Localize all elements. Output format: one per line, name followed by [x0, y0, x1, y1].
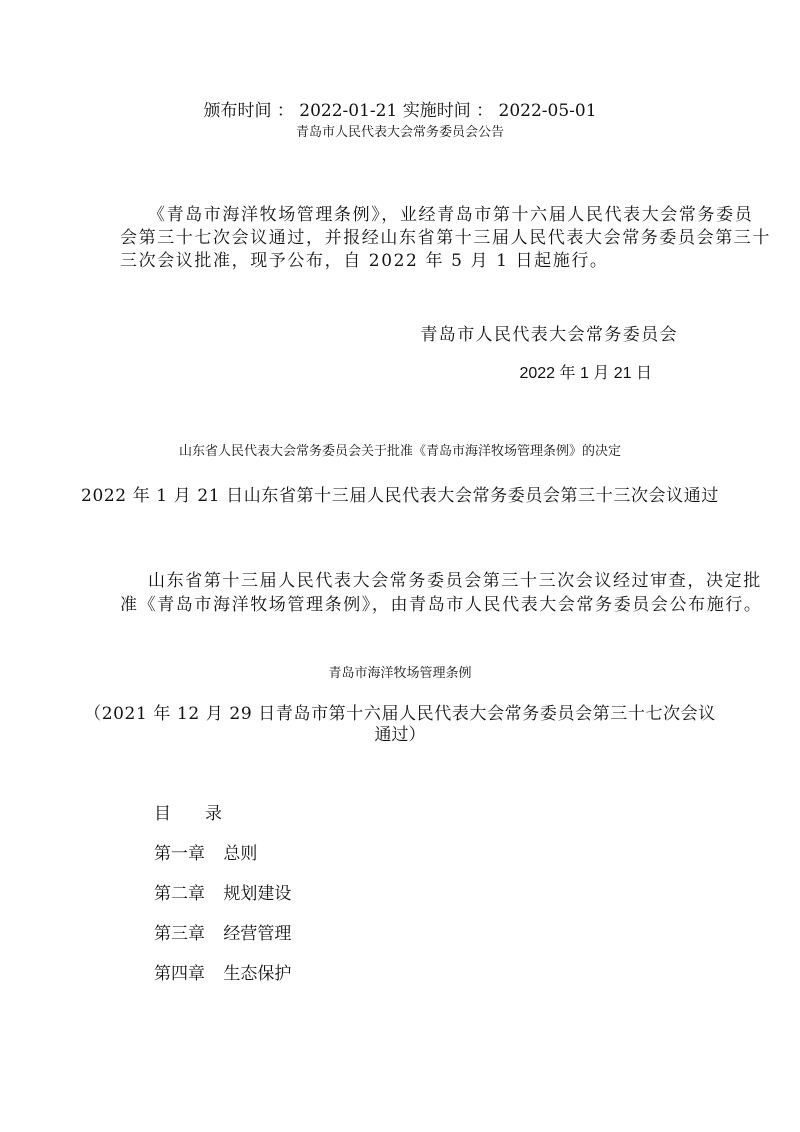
- regulation-adoption-note-cont: 通过）: [374, 725, 426, 745]
- toc-chapter-name: 经营管理: [223, 924, 292, 944]
- toc-item[interactable]: [154, 839, 257, 864]
- toc-chapter-name: 规划建设: [223, 884, 292, 904]
- toc-item[interactable]: [154, 879, 291, 904]
- announcement-line: 《青岛市海洋牧场管理条例》，业经青岛市第十六届人民代表大会常务委员: [148, 205, 754, 225]
- toc-chapter-number: 第四章: [154, 964, 205, 984]
- regulation-adoption-note: （2021 年 12 月 29 日青岛市第十六届人民代表大会常务委员会第三十七次会议: [84, 704, 716, 724]
- announcement-line: 会第三十七次会议通过，并报经山东省第十三届人民代表大会常务委员会第三十: [120, 228, 771, 248]
- toc-chapter-number: 第二章: [154, 884, 205, 904]
- toc-chapter-name: 总则: [223, 844, 258, 864]
- publish-dates: 颁布时间 ： 2022-01-21 实施时间 ： 2022-05-01: [203, 101, 597, 121]
- announcement-heading: 青岛市人民代表大会常务委员会公告: [295, 125, 504, 140]
- decision-line: 准《青岛市海洋牧场管理条例》，由青岛市人民代表大会常务委员会公布施行。: [120, 595, 763, 615]
- regulation-title: 青岛市海洋牧场管理条例: [328, 666, 472, 681]
- signature-date: 2022 年 1 月 21 日: [519, 365, 652, 382]
- toc-chapter-number: 第三章: [154, 924, 205, 944]
- decision-title: 山东省人民代表大会常务委员会关于批准《青岛市海洋牧场管理条例》的决定: [178, 444, 621, 459]
- decision-line: 山东省第十三届人民代表大会常务委员会第三十三次会议经过审查，决定批: [148, 571, 762, 591]
- toc-item[interactable]: [154, 959, 291, 984]
- announcement-line: 三次会议批准，现予公布，自 2022 年 5 月 1 日起施行。: [120, 251, 609, 271]
- toc-chapter-number: 第一章: [154, 844, 205, 864]
- toc-item[interactable]: [154, 919, 291, 944]
- signature-organization: 青岛市人民代表大会常务委员会: [420, 325, 678, 345]
- toc-chapter-name: 生态保护: [223, 964, 292, 984]
- decision-subtitle: 2022 年 1 月 21 日山东省第十三届人民代表大会常务委员会第三十三次会议通过: [81, 486, 719, 506]
- toc-title: 目录: [154, 804, 256, 824]
